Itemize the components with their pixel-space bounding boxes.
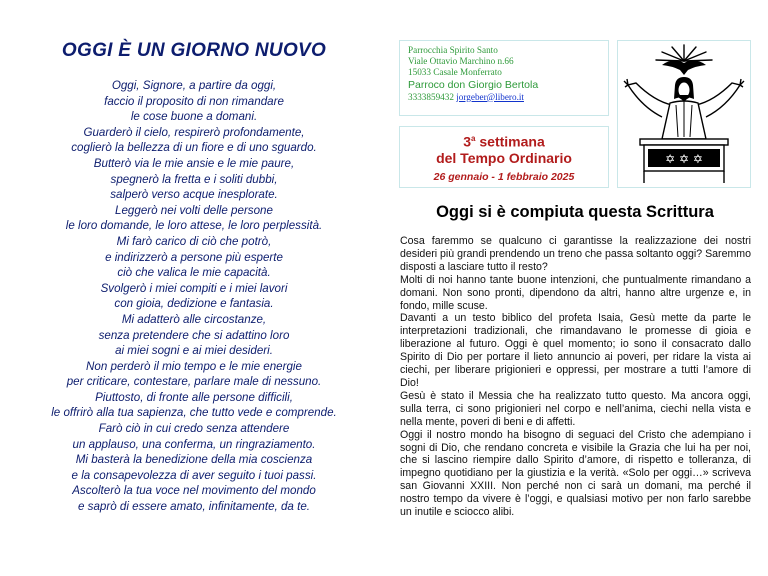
week-number: 3 bbox=[463, 133, 472, 150]
parish-name: Parrocchia Spirito Santo bbox=[408, 45, 498, 55]
parish-email-link[interactable]: jorgeber@libero.it bbox=[456, 91, 524, 102]
parish-contact bbox=[408, 92, 600, 103]
parish-info bbox=[399, 40, 609, 116]
poem-line: ciò che valica le mie capacità. bbox=[117, 266, 271, 280]
poem-line: spegnerò la fretta e i soliti dubbi, bbox=[110, 172, 278, 186]
poem-line: con gioia, dedizione e fantasia. bbox=[114, 297, 274, 311]
poem-line: Non perderò il mio tempo e le mie energie bbox=[86, 359, 302, 373]
poem-title: OGGI È UN GIORNO NUOVO bbox=[61, 40, 327, 61]
poem-line: le cose buone a domani. bbox=[130, 110, 258, 124]
week-line1 bbox=[400, 131, 608, 150]
article-body bbox=[400, 235, 751, 519]
poem-line: Oggi, Signore, a partire da oggi, bbox=[111, 79, 277, 92]
poem-line: Guarderò il cielo, respirerò profondamente, bbox=[83, 125, 305, 139]
article-paragraph: Molti di noi hanno tante buone intenzioni, che puntualmente rimandano a domani. Non sono pronti, dipendono da altri, hanno altre urgenze e, in fondo, mille scuse. bbox=[400, 273, 751, 312]
poem-line: senza pretendere che si adattino loro bbox=[98, 328, 290, 342]
poem-line: Mi adatterò alle circostanze, bbox=[121, 312, 267, 326]
article-title: Oggi si è compiuta questa Scrittura bbox=[436, 203, 714, 221]
poem-line: salperò verso acque inesplorate. bbox=[110, 188, 278, 202]
week-dates: 26 gennaio - 1 febbraio 2025 bbox=[433, 170, 575, 183]
poem-line: Mi basterà la benedizione della mia coscienza bbox=[75, 453, 313, 467]
poem-line: Svolgerò i miei compiti e i miei lavori bbox=[100, 281, 288, 295]
article-paragraph: Oggi il nostro mondo ha bisogno di seguaci del Cristo che adempiano i sogni di Dio, che rendano concreta e visibile la Grazia che lui ha per noi, che si lascino riempire dallo Spirito d’amore, di rispetto e tolleranza, di impegno quotidiano per la giustizia e la verità. «Solo per oggi…» scriveva san Giovanni XXIII. Non perché non ci sarà un domani, ma perché il nostro tempo da vivere è l’oggi, e qualsiasi motivo per non farlo sarebbe un inutile e sciocco alibi. bbox=[400, 428, 751, 519]
article-paragraph: Davanti a un testo biblico del profeta Isaia, Gesù mette da parte le interpretazioni tradizionali, che rimandavano le promesse di gioia e liberazione al futuro. Oggi è quel momento; io sono il consacrato dallo Spirito di Dio per portare il lieto annuncio ai poveri, per ridare la vista ai ciechi, per liberare prigionieri e oppressi, per mostrare a tutti l’amore di Dio! bbox=[400, 312, 751, 389]
poem-line: Mi farò carico di ciò che potrò, bbox=[116, 234, 272, 248]
poem-line: Piuttosto, di fronte alle persone difficili, bbox=[95, 390, 293, 404]
svg-text:✡ ✡ ✡: ✡ ✡ ✡ bbox=[665, 152, 703, 166]
poem-line: le loro domande, le loro attese, le loro perplessità. bbox=[65, 219, 323, 233]
parish-city: 15033 Casale Monferrato bbox=[408, 67, 502, 78]
poem-line: per criticare, contestare, parlare male di nessuno. bbox=[66, 375, 322, 389]
poem-line: Leggerò nei volti delle persone bbox=[115, 203, 273, 217]
poem-line: faccio il proposito di non rimandare bbox=[104, 94, 284, 108]
poem-line: coglierò la bellezza di un fiore e di uno sguardo. bbox=[71, 141, 317, 155]
poem-line: ai miei sogni e ai miei desideri. bbox=[115, 344, 273, 358]
poem-line: e la consapevolezza di aver seguito i tuoi passi. bbox=[71, 468, 317, 482]
week-line2: del Tempo Ordinario bbox=[436, 149, 572, 166]
poem-lines bbox=[14, 78, 374, 515]
article-paragraph: Cosa faremmo se qualcuno ci garantisse la realizzazione dei nostri desideri più grandi prendendo un treno che passa soltanto oggi? Saremmo disposti a lasciare tutto il resto? bbox=[400, 235, 752, 273]
poem-line: e saprò di essere amato, infinitamente, da te. bbox=[77, 500, 310, 514]
poem-line: Farò ciò in cui credo senza attendere bbox=[98, 422, 290, 436]
poem-line: un applauso, una conferma, un ringraziamento. bbox=[72, 437, 316, 451]
poem-line: e indirizzerò a persone più esperte bbox=[105, 250, 283, 264]
jesus-dove-icon bbox=[618, 41, 750, 187]
illustration-box bbox=[617, 40, 751, 188]
week-ordinal: a bbox=[471, 134, 476, 143]
week-label: settimana bbox=[475, 133, 545, 150]
parish-phone: 3333859432 bbox=[408, 91, 454, 102]
poem-line: Ascolterò la tua voce nel movimento del mondo bbox=[72, 484, 316, 498]
parish-priest: Parroco don Giorgio Bertola bbox=[408, 78, 539, 91]
week-box bbox=[399, 126, 609, 188]
poem-section bbox=[14, 40, 374, 515]
poem-line: Butterò via le mie ansie e le mie paure, bbox=[93, 156, 295, 170]
parish-address: Viale Ottavio Marchino n.66 bbox=[408, 56, 514, 67]
poem-line: le offrirò alla tua sapienza, che tutto vede e comprende. bbox=[51, 406, 337, 420]
article-paragraph: Gesù è stato il Messia che ha realizzato tutto questo. Ma ancora oggi, sulla terra, ci sono prigionieri nel corpo e nell’anima, ciechi nella vista e nella mente, poveri di beni e di affetti. bbox=[400, 389, 751, 428]
